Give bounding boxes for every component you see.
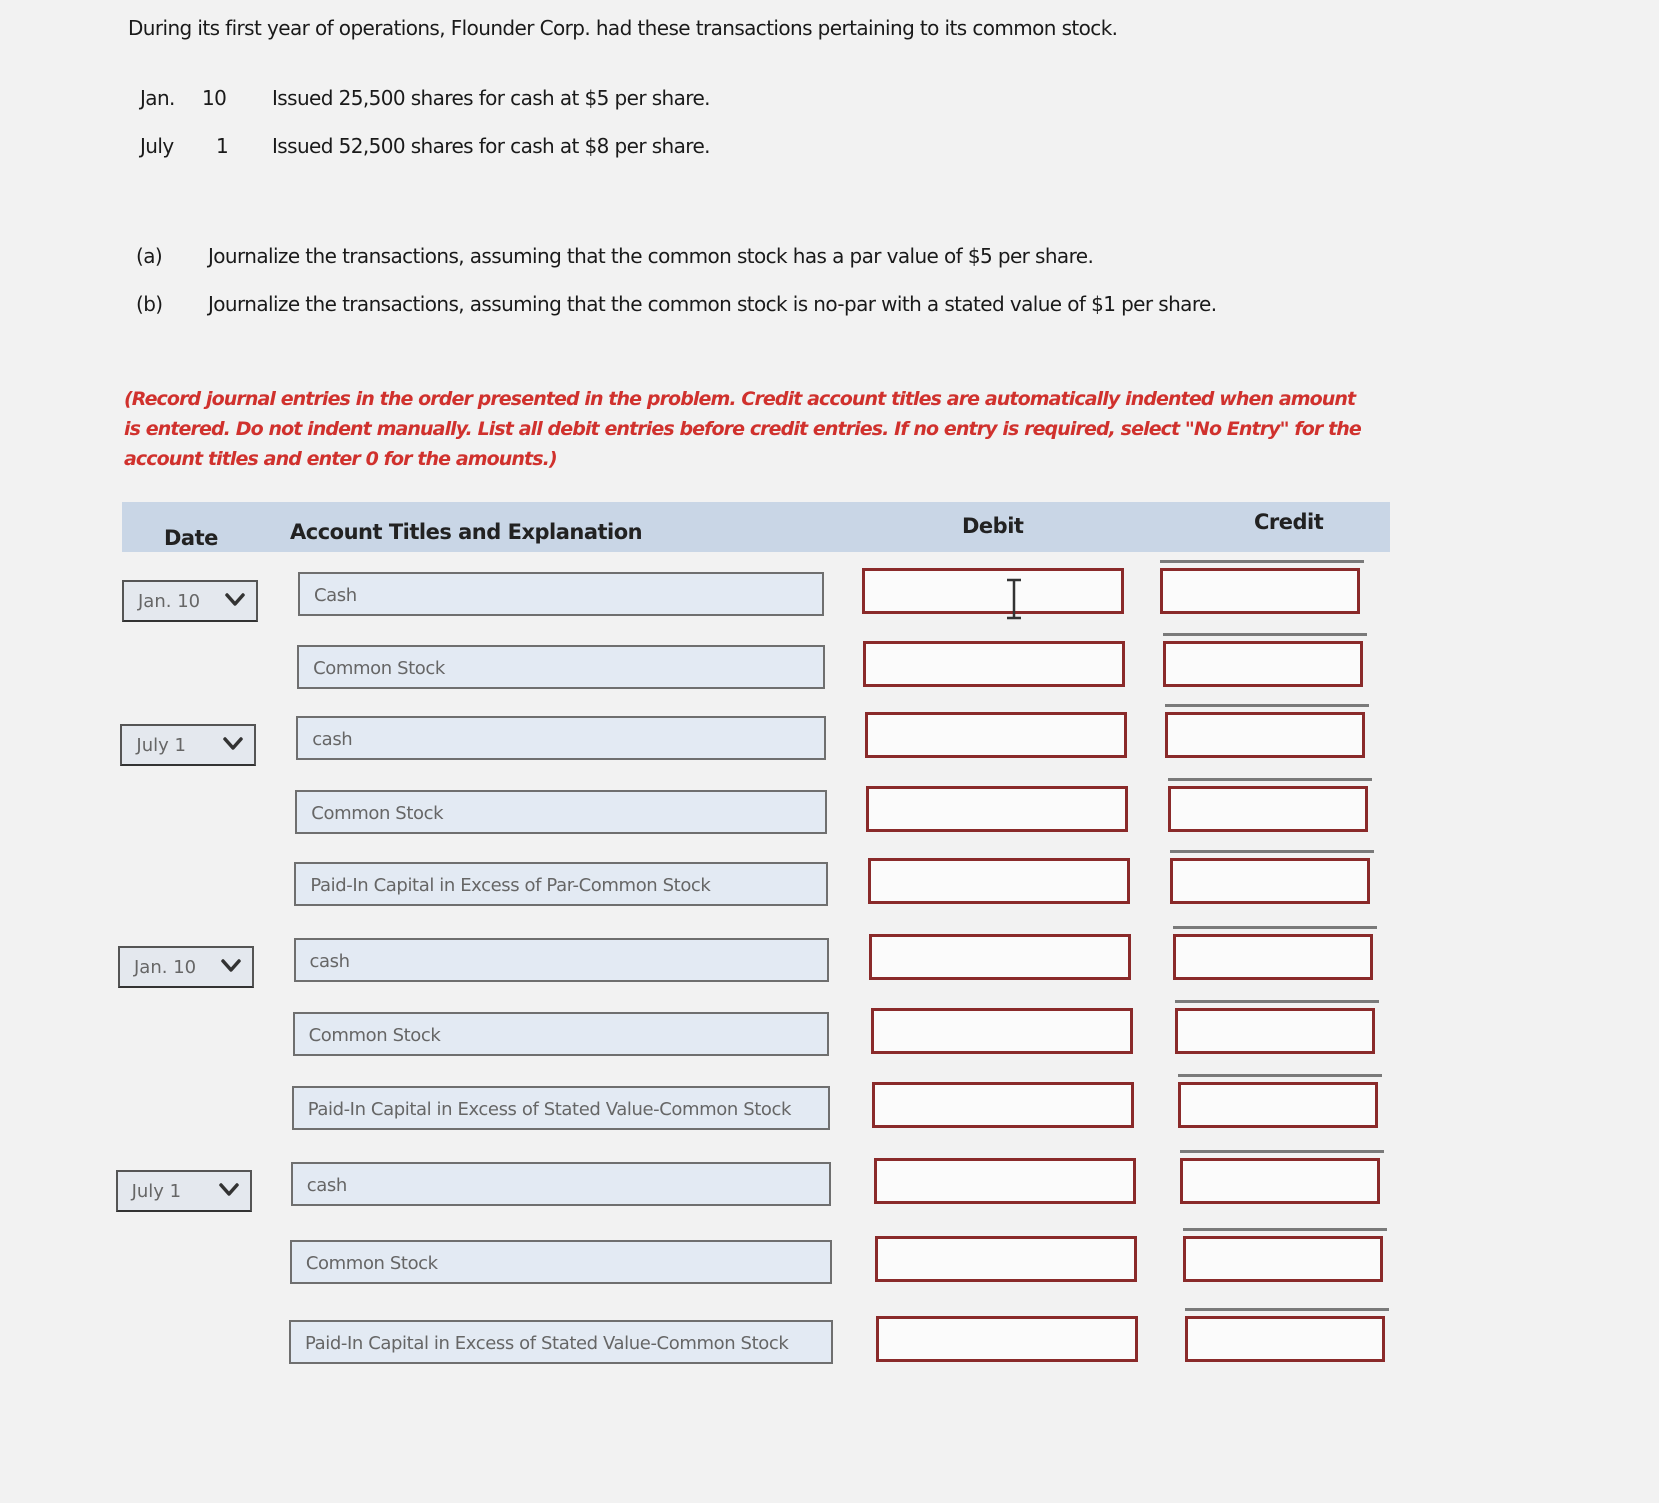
account-title-value: Paid-In Capital in Excess of Par-Common Stock: [310, 875, 711, 896]
date-select-value: Jan. 10: [134, 957, 197, 978]
debit-input[interactable]: [874, 1158, 1136, 1204]
account-header: Account Titles and Explanation: [290, 520, 643, 544]
account-title-input[interactable]: [290, 1240, 832, 1284]
credit-input[interactable]: [1180, 1158, 1380, 1204]
transaction-day: 10: [202, 86, 227, 110]
chevron-down-icon: [220, 954, 242, 976]
credit-input[interactable]: [1178, 1082, 1378, 1128]
part-label: (a): [136, 244, 163, 268]
account-title-input[interactable]: [296, 716, 826, 760]
account-title-input[interactable]: [293, 1012, 830, 1056]
chevron-down-icon: [218, 1178, 240, 1200]
credit-rule-line: [1160, 560, 1364, 563]
debit-header: Debit: [962, 514, 1024, 538]
credit-rule-line: [1170, 850, 1374, 853]
account-title-value: Common Stock: [313, 658, 445, 679]
account-title-input[interactable]: [298, 572, 824, 616]
account-title-value: Common Stock: [305, 1253, 438, 1274]
debit-input[interactable]: [865, 712, 1127, 758]
credit-input[interactable]: [1165, 712, 1365, 758]
chevron-down-icon: [224, 588, 246, 610]
account-title-value: Paid-In Capital in Excess of Stated Value-Common Stock: [307, 1099, 792, 1120]
date-header: Date: [164, 526, 218, 550]
debit-input[interactable]: [869, 934, 1131, 980]
credit-input[interactable]: [1163, 641, 1363, 687]
account-title-input[interactable]: [294, 938, 829, 982]
debit-input[interactable]: [862, 568, 1124, 614]
account-title-value: Cash: [314, 585, 357, 606]
account-title-input[interactable]: [289, 1320, 833, 1364]
transaction-month: July: [140, 134, 174, 158]
credit-rule-line: [1180, 1150, 1384, 1153]
part-text: Journalize the transactions, assuming that the common stock has a par value of $5 per share.: [208, 244, 1094, 268]
transaction-description: Issued 25,500 shares for cash at $5 per share.: [272, 86, 710, 110]
credit-input[interactable]: [1160, 568, 1360, 614]
account-title-value: cash: [309, 951, 350, 972]
account-title-input[interactable]: [295, 790, 826, 834]
debit-input[interactable]: [872, 1082, 1134, 1128]
transaction-day: 1: [216, 134, 229, 158]
debit-input[interactable]: [868, 858, 1130, 904]
date-select-value: July 1: [131, 1181, 182, 1202]
account-title-value: cash: [312, 729, 353, 750]
credit-rule-line: [1183, 1228, 1387, 1231]
credit-rule-line: [1165, 704, 1369, 707]
credit-input[interactable]: [1183, 1236, 1383, 1282]
credit-input[interactable]: [1173, 934, 1373, 980]
account-title-input[interactable]: [297, 645, 825, 689]
text-cursor-icon: [1004, 578, 1024, 620]
credit-input[interactable]: [1168, 786, 1368, 832]
account-title-input[interactable]: [292, 1086, 831, 1130]
account-title-input[interactable]: [291, 1162, 831, 1206]
transaction-description: Issued 52,500 shares for cash at $8 per share.: [272, 134, 710, 158]
debit-input[interactable]: [876, 1316, 1138, 1362]
credit-rule-line: [1168, 778, 1372, 781]
account-title-value: Common Stock: [311, 803, 444, 824]
account-title-value: Paid-In Capital in Excess of Stated Value-Common Stock: [305, 1333, 789, 1354]
date-select-value: Jan. 10: [138, 591, 201, 612]
part-text: Journalize the transactions, assuming that the common stock is no-par with a stated value of $1 per share.: [208, 292, 1217, 316]
account-title-value: Common Stock: [308, 1025, 441, 1046]
date-select[interactable]: [116, 1170, 252, 1212]
date-select[interactable]: [122, 580, 258, 622]
debit-input[interactable]: [875, 1236, 1137, 1282]
debit-input[interactable]: [866, 786, 1128, 832]
transaction-month: Jan.: [140, 86, 175, 110]
credit-rule-line: [1163, 633, 1367, 636]
account-title-input[interactable]: [294, 862, 827, 906]
chevron-down-icon: [222, 732, 244, 754]
instructions-note: (Record journal entries in the order presented in the problem. Credit account titles are automatically indented when amount is entered. Do not indent manually. List all debit entries before credit entries. If no entry is required, select "No Entry" for the account titles and enter 0 for the amounts.): [124, 388, 1361, 470]
problem-intro: During its first year of operations, Flounder Corp. had these transactions pertaining to its common stock.: [128, 16, 1118, 40]
journal-table-header: [122, 502, 1390, 552]
account-title-value: cash: [306, 1175, 347, 1196]
credit-rule-line: [1185, 1308, 1389, 1311]
credit-rule-line: [1173, 926, 1377, 929]
credit-input[interactable]: [1175, 1008, 1375, 1054]
part-label: (b): [136, 292, 163, 316]
credit-input[interactable]: [1185, 1316, 1385, 1362]
credit-rule-line: [1178, 1074, 1382, 1077]
credit-header: Credit: [1254, 510, 1324, 534]
date-select-value: July 1: [136, 735, 186, 756]
debit-input[interactable]: [863, 641, 1125, 687]
date-select[interactable]: [120, 724, 256, 766]
credit-rule-line: [1175, 1000, 1379, 1003]
debit-input[interactable]: [871, 1008, 1133, 1054]
credit-input[interactable]: [1170, 858, 1370, 904]
date-select[interactable]: [118, 946, 254, 988]
